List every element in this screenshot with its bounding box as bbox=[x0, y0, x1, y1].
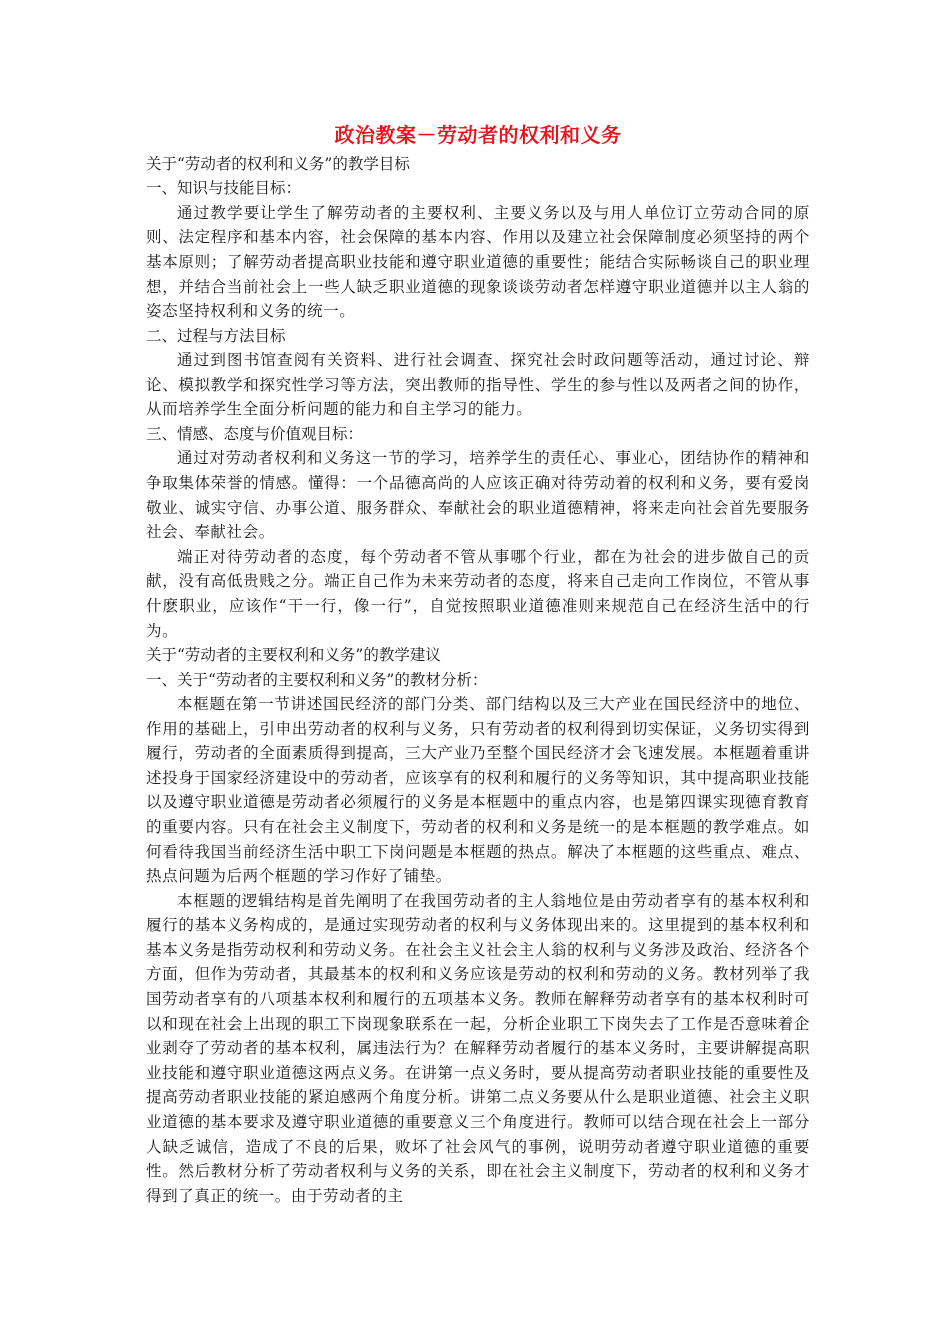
textbook-analysis-paragraph-1: 本框题在第一节讲述国民经济的部门分类、部门结构以及三大产业在国民经济中的地位、作用的基础上，引申出劳动者的权利与义务，只有劳动者的权利得到切实保证，义务切实得到履行，劳动者的全面素质得到提高，三大产业乃至整个国民经济才会飞速发展。本框题着重讲述投身于国家经济建设中的劳动者，应该享有的权利和履行的义务等知识，其中提高职业技能以及遵守职业道德是劳动者必须履行的义务是本框题中的重点内容，也是第四课实现德育教育的重要内容。只有在社会主义制度下，劳动者的权利和义务是统一的是本框题的教学难点。如何看待我国当前经济生活中职工下岗问题是本框题的热点。解决了本框题的这些重点、难点、热点问题为后两个框题的学习作好了铺垫。 bbox=[146, 694, 810, 886]
section-heading-teaching-suggestions: 关于“劳动者的主要权利和义务”的教学建议 bbox=[146, 646, 441, 665]
textbook-analysis-paragraph-2: 本框题的逻辑结构是首先阐明了在我国劳动者的主人翁地位是由劳动者享有的基本权利和履行的基本义务构成的，是通过实现劳动者的权利与义务体现出来的。这里提到的基本权利和基本义务是指劳动权利和劳动义务。在社会主义社会主人翁的权利与义务涉及政治、经济各个方面，但作为劳动者，其最基本的权利和义务应该是劳动的权利和劳动的义务。教材列举了我国劳动者享有的八项基本权利和履行的五项基本义务。教师在解释劳动者享有的基本权利时可以和现在社会上出现的职工下岗现象联系在一起，分析企业职工下岗失去了工作是否意味着企业剥夺了劳动者的基本权利，属违法行为？在解释劳动者履行的基本义务时，主要讲解提高职业技能和遵守职业道德这两点义务。在讲第一点义务时，要从提高劳动者职业技能的重要性及提高劳动者职业技能的紧迫感两个角度分析。讲第二点义务要从什么是职业道德、社会主义职业道德的基本要求及遵守职业道德的重要意义三个角度进行。教师可以结合现在社会上一部分人缺乏诚信，造成了不良的后果，败坏了社会风气的事例，说明劳动者遵守职业道德的重要性。然后教材分析了劳动者权利与义务的关系，即在社会主义制度下，劳动者的权利和义务才得到了真正的统一。由于劳动者的主 bbox=[146, 891, 810, 1205]
goal-process-paragraph: 通过到图书馆查阅有关资料、进行社会调查、探究社会时政问题等活动，通过讨论、辩论、模拟教学和探究性学习等方法，突出教师的指导性、学生的参与性以及两者之间的协作，从而培养学生全面分析问题的能力和自主学习的能力。 bbox=[146, 351, 810, 419]
section-heading-teaching-goals: 关于“劳动者的权利和义务”的教学目标 bbox=[146, 155, 410, 173]
goal-knowledge-paragraph: 通过教学要让学生了解劳动者的主要权利、主要义务以及与用人单位订立劳动合同的原则、法定程序和基本内容，社会保障的基本内容、作用以及建立社会保障制度必须坚持的两个基本原则；了解劳动者提高职业技能和遵守职业道德的重要性；能结合实际畅谈自己的职业理想，并结合当前社会上一些人缺乏职业道德的现象谈谈劳动者怎样遵守职业道德并以主人翁的姿态坚持权利和义务的统一。 bbox=[146, 203, 810, 321]
goal-emotion-heading: 三、情感、态度与价值观目标： bbox=[146, 424, 364, 443]
goal-process-heading: 二、过程与方法目标 bbox=[146, 326, 286, 345]
goal-emotion-paragraph-1: 通过对劳动者权利和义务这一节的学习，培养学生的责任心、事业心，团结协作的精神和争取集体荣誉的情感。懂得：一个品德高尚的人应该正确对待劳动着的权利和义务，要有爱岗敬业、诚实守信、办事公道、服务群众、奉献社会的职业道德精神，将来走向社会首先要服务社会、奉献社会。 bbox=[146, 449, 810, 542]
document-title: 政治教案－劳动者的权利和义务 bbox=[334, 123, 622, 147]
document-page bbox=[146, 118, 810, 1208]
textbook-analysis-heading: 一、关于“劳动者的主要权利和义务”的教材分析： bbox=[146, 670, 488, 689]
goal-knowledge-heading: 一、知识与技能目标： bbox=[146, 179, 302, 198]
goal-emotion-paragraph-2: 端正对待劳动者的态度，每个劳动者不管从事哪个行业，都在为社会的进步做自己的贡献，没有高低贵贱之分。端正自己作为未来劳动者的态度，将来自己走向工作岗位，不管从事什麽职业，应该作“干一行，像一行”，自觉按照职业道德准则来规范自己在经济生活中的行为。 bbox=[146, 547, 810, 640]
